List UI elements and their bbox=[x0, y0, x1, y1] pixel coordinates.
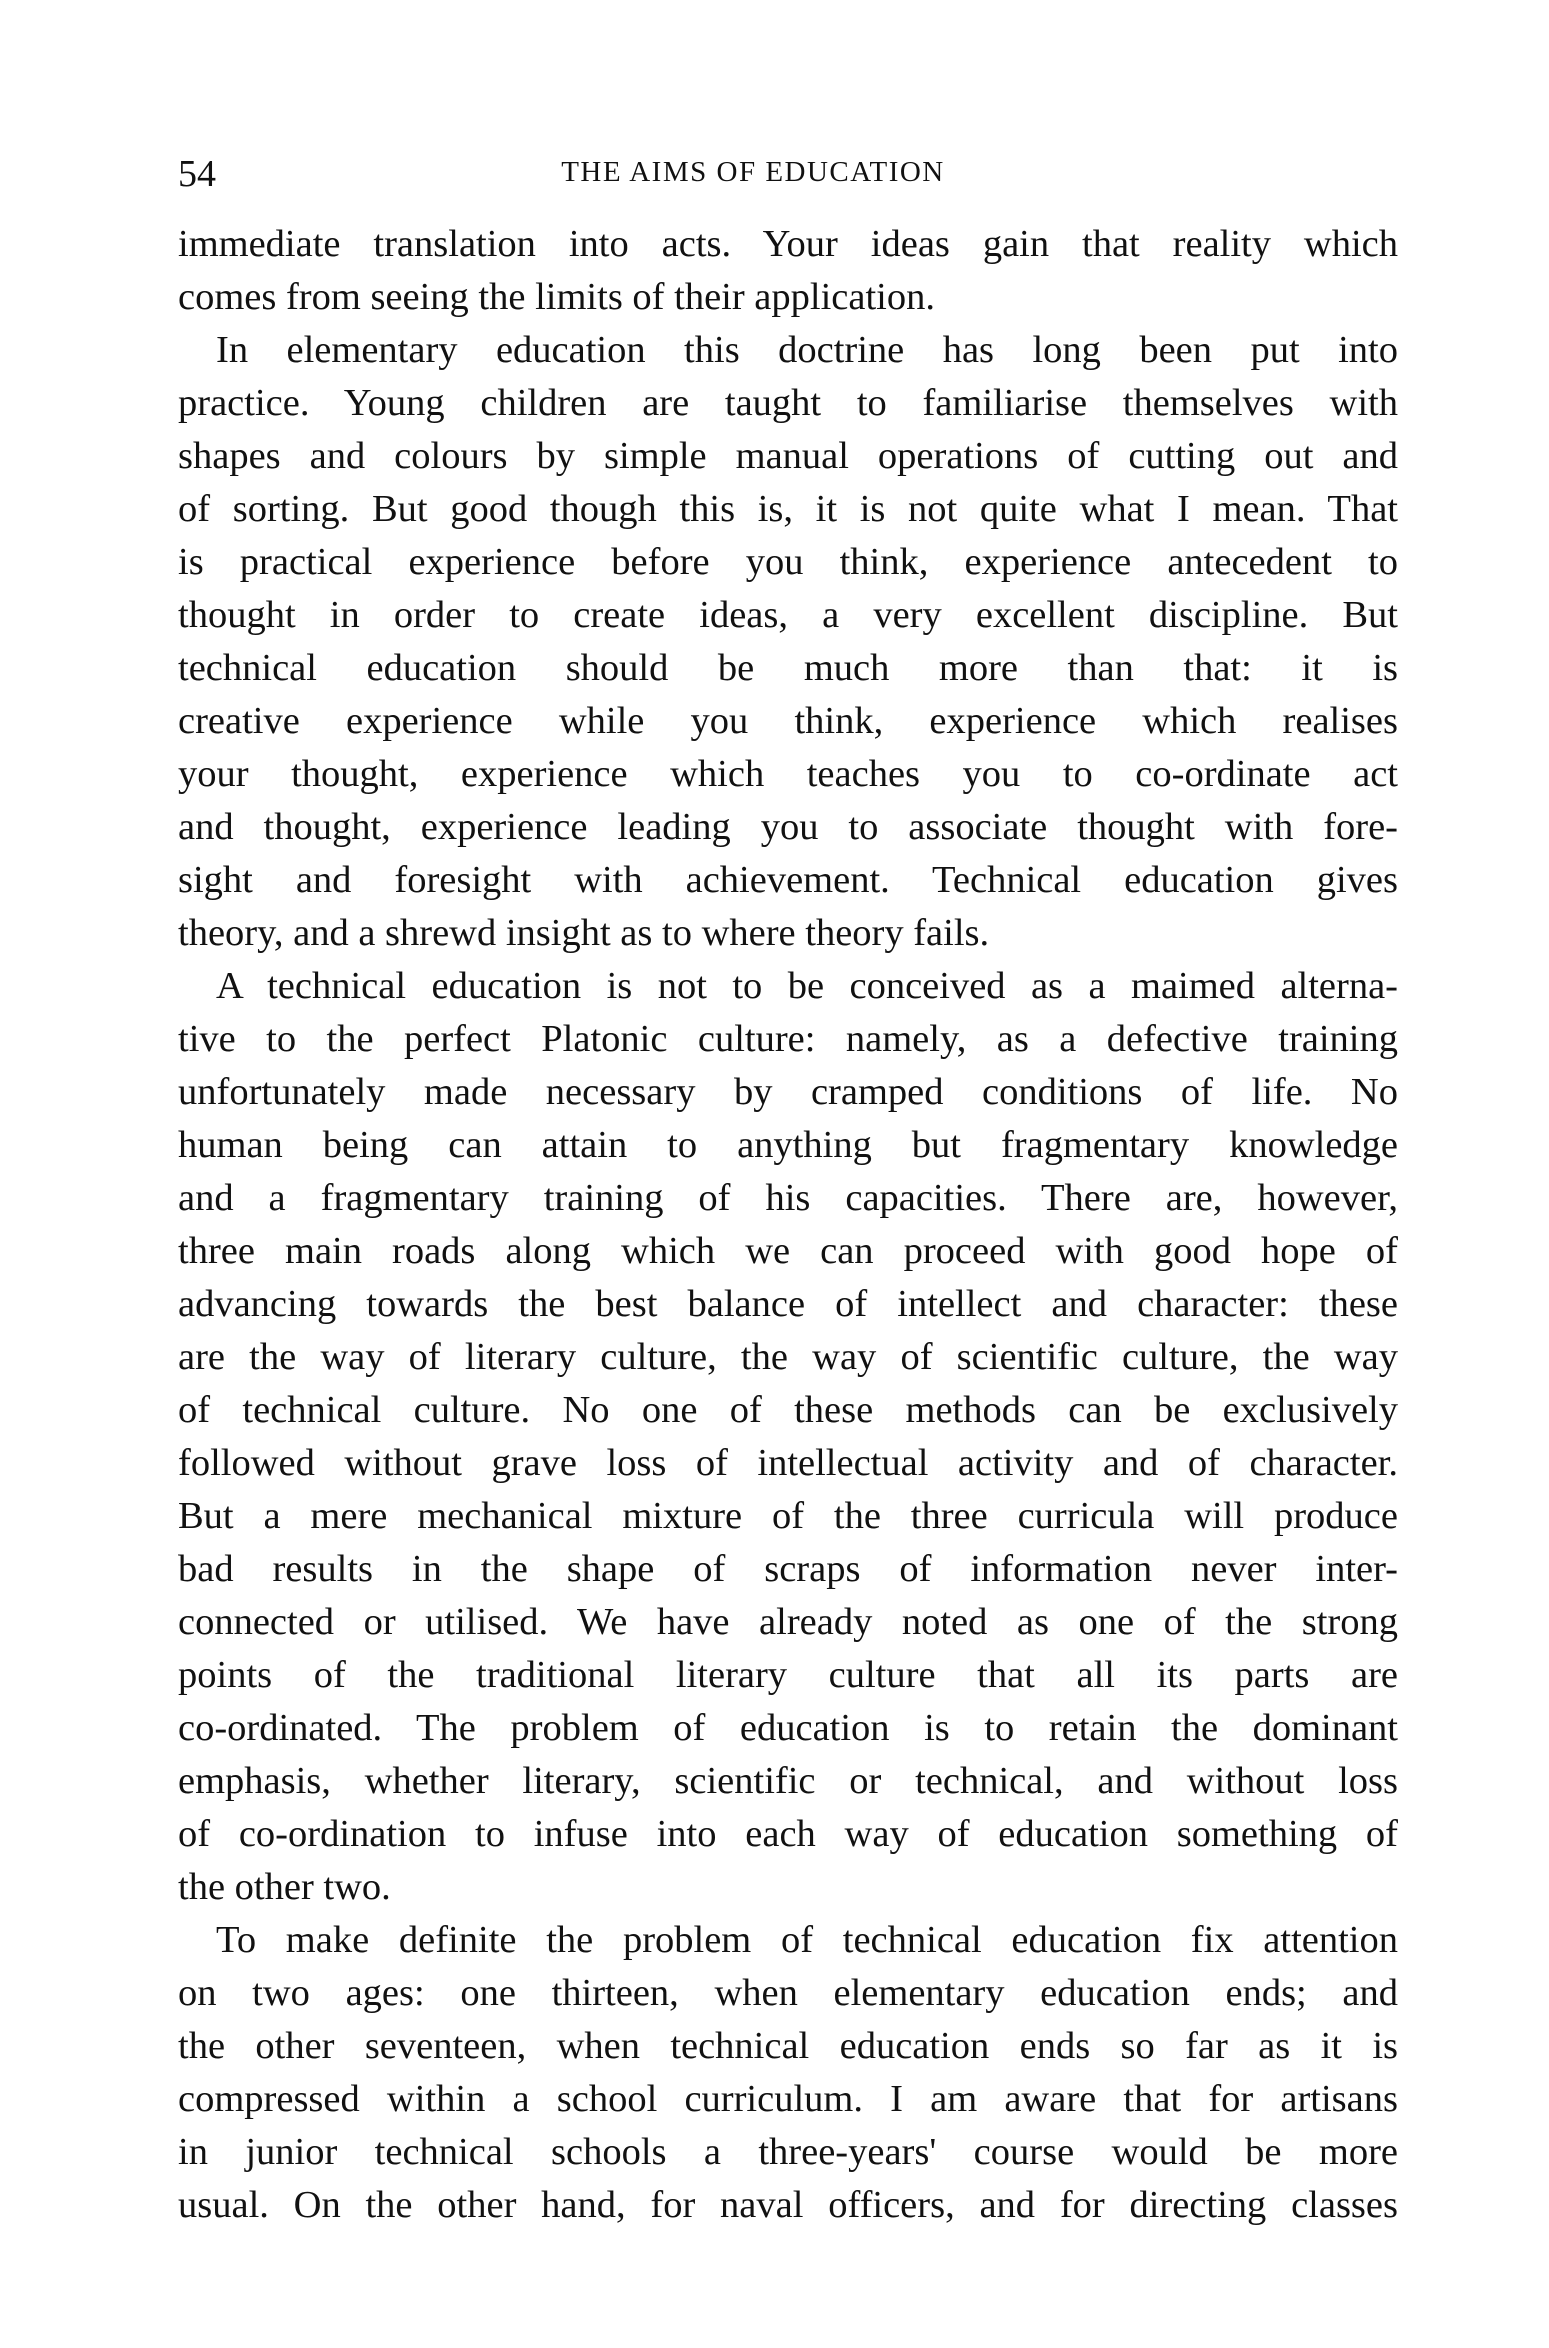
text-line: co-ordinated. The problem of education is to retain the dominant bbox=[178, 1707, 1398, 1749]
text-line: of technical culture. No one of these methods can be exclusively bbox=[178, 1389, 1398, 1431]
text-line: tive to the perfect Platonic culture: namely, as a defective training bbox=[178, 1018, 1398, 1060]
text-line: thought in order to create ideas, a very excellent discipline. But bbox=[178, 594, 1398, 636]
text-line: on two ages: one thirteen, when elementary education ends; and bbox=[178, 1972, 1398, 2014]
text-line: and a fragmentary training of his capacities. There are, however, bbox=[178, 1177, 1398, 1219]
body-text bbox=[178, 218, 1398, 2232]
text-line: of co-ordination to infuse into each way of education something of bbox=[178, 1813, 1398, 1855]
text-line: To make definite the problem of technical education fix attention bbox=[216, 1919, 1398, 1961]
text-line: bad results in the shape of scraps of information never inter- bbox=[178, 1548, 1398, 1590]
text-line: human being can attain to anything but fragmentary knowledge bbox=[178, 1124, 1398, 1166]
text-line: connected or utilised. We have already noted as one of the strong bbox=[178, 1601, 1398, 1643]
text-line: the other seventeen, when technical education ends so far as it is bbox=[178, 2025, 1398, 2067]
text-line: and thought, experience leading you to associate thought with fore- bbox=[178, 806, 1398, 848]
running-title: THE AIMS OF EDUCATION bbox=[561, 156, 945, 188]
text-line: practice. Young children are taught to familiarise themselves with bbox=[178, 382, 1398, 424]
text-line: unfortunately made necessary by cramped conditions of life. No bbox=[178, 1071, 1398, 1113]
text-line: the other two. bbox=[178, 1866, 391, 1908]
text-line: creative experience while you think, experience which realises bbox=[178, 700, 1398, 742]
text-line: in junior technical schools a three-years' course would be more bbox=[178, 2131, 1398, 2173]
text-line: followed without grave loss of intellectual activity and of character. bbox=[178, 1442, 1398, 1484]
text-line: compressed within a school curriculum. I am aware that for artisans bbox=[178, 2078, 1398, 2120]
text-line: technical education should be much more than that: it is bbox=[178, 647, 1398, 689]
text-line: In elementary education this doctrine has long been put into bbox=[216, 329, 1398, 371]
text-line: three main roads along which we can proceed with good hope of bbox=[178, 1230, 1398, 1272]
text-line: points of the traditional literary culture that all its parts are bbox=[178, 1654, 1398, 1696]
page-header bbox=[178, 152, 1398, 202]
text-line: emphasis, whether literary, scientific or technical, and without loss bbox=[178, 1760, 1398, 1802]
text-line: But a mere mechanical mixture of the three curricula will produce bbox=[178, 1495, 1398, 1537]
text-line: A technical education is not to be conceived as a maimed alterna- bbox=[216, 965, 1398, 1007]
text-line: theory, and a shrewd insight as to where theory fails. bbox=[178, 912, 990, 954]
text-line: is practical experience before you think, experience antecedent to bbox=[178, 541, 1398, 583]
text-line: are the way of literary culture, the way of scientific culture, the way bbox=[178, 1336, 1398, 1378]
text-line: usual. On the other hand, for naval officers, and for directing classes bbox=[178, 2184, 1398, 2226]
text-line: your thought, experience which teaches you to co-ordinate act bbox=[178, 753, 1398, 795]
text-line: sight and foresight with achievement. Technical education gives bbox=[178, 859, 1398, 901]
text-line: comes from seeing the limits of their application. bbox=[178, 276, 935, 318]
text-line: advancing towards the best balance of intellect and character: these bbox=[178, 1283, 1398, 1325]
text-line: shapes and colours by simple manual operations of cutting out and bbox=[178, 435, 1398, 477]
text-line: immediate translation into acts. Your ideas gain that reality which bbox=[178, 223, 1398, 265]
text-line: of sorting. But good though this is, it is not quite what I mean. That bbox=[178, 488, 1398, 530]
page-number: 54 bbox=[178, 153, 216, 195]
